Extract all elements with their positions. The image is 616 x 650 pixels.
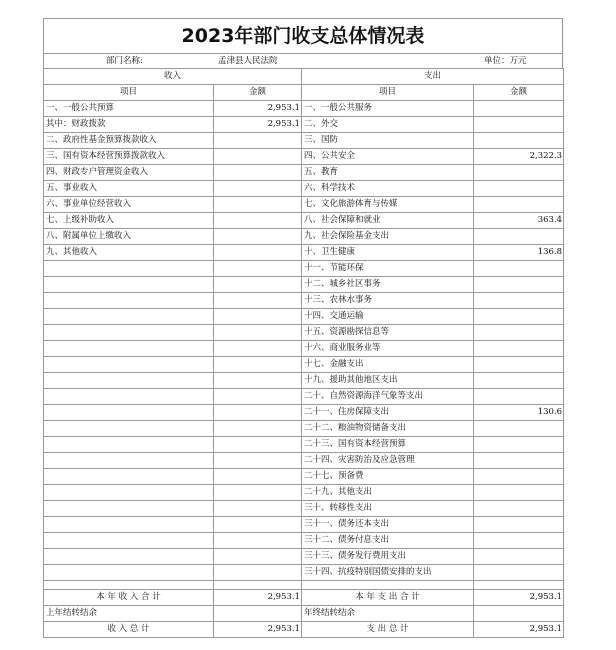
income-item-cell: 其中：财政拨款 (44, 117, 214, 133)
income-item-header: 项目 (44, 85, 214, 101)
table-row (44, 325, 564, 341)
expense-year-total-label: 本 年 支 出 合 计 (302, 590, 474, 606)
income-item-cell (44, 405, 214, 421)
expense-item-cell: 二十四、灾害防治及应急管理 (302, 453, 474, 469)
income-amount-cell (214, 229, 302, 245)
expense-item-cell: 十五、资源勘探信息等 (302, 325, 474, 341)
income-carryover-label: 上年结转结余 (44, 606, 214, 622)
expense-item-cell: 十一、节能环保 (302, 261, 474, 277)
meta-row (43, 53, 563, 68)
income-grand-total-amount: 2,953.1 (214, 622, 302, 638)
income-item-cell (44, 293, 214, 309)
expense-amount-header: 金额 (474, 85, 564, 101)
expense-amount-cell: 363.4 (474, 213, 564, 229)
expense-amount-cell (474, 117, 564, 133)
income-item-cell: 五、事业收入 (44, 181, 214, 197)
income-amount-cell (214, 341, 302, 357)
income-item-cell (44, 437, 214, 453)
expense-item-cell: 二十、自然资源海洋气象等支出 (302, 389, 474, 405)
income-item-cell (44, 389, 214, 405)
income-item-cell (44, 277, 214, 293)
expense-item-cell: 十九、援助其他地区支出 (302, 373, 474, 389)
expense-amount-cell (474, 373, 564, 389)
table-row (44, 389, 564, 405)
table-row (44, 565, 564, 581)
expense-item-cell: 十、卫生健康 (302, 245, 474, 261)
income-amount-cell (214, 357, 302, 373)
expense-amount-cell (474, 165, 564, 181)
income-item-cell: 三、国有资本经营预算拨款收入 (44, 149, 214, 165)
expense-item-cell: 八、社会保障和就业 (302, 213, 474, 229)
expense-amount-cell (474, 101, 564, 117)
income-amount-cell (214, 133, 302, 149)
income-item-cell: 一、一般公共预算 (44, 101, 214, 117)
income-carryover-amount (214, 606, 302, 622)
income-item-cell: 六、事业单位经营收入 (44, 197, 214, 213)
income-amount-cell (214, 277, 302, 293)
table-row (44, 437, 564, 453)
expense-amount-cell (474, 197, 564, 213)
expense-grand-total-label: 支 出 总 计 (302, 622, 474, 638)
expense-item-cell: 二十一、住房保障支出 (302, 405, 474, 421)
expense-item-cell: 一、一般公共服务 (302, 101, 474, 117)
table-row (44, 341, 564, 357)
expense-amount-cell (474, 277, 564, 293)
expense-amount-cell (474, 437, 564, 453)
expense-carryover-amount (474, 606, 564, 622)
table-row (44, 405, 564, 421)
income-item-cell (44, 565, 214, 581)
table-row (44, 117, 564, 133)
expense-amount-cell (474, 261, 564, 277)
expense-item-cell: 二十九、其他支出 (302, 485, 474, 501)
expense-grand-total-amount: 2,953.1 (474, 622, 564, 638)
expense-section-header: 支出 (302, 69, 564, 85)
grand-total-row (44, 622, 564, 638)
table-row (44, 373, 564, 389)
dept-name: 孟津县人民法院 (218, 56, 278, 66)
income-item-cell: 八、附属单位上缴收入 (44, 229, 214, 245)
expense-amount-cell (474, 325, 564, 341)
table-row (44, 197, 564, 213)
income-amount-cell (214, 373, 302, 389)
income-amount-cell (214, 501, 302, 517)
income-item-cell (44, 517, 214, 533)
expense-amount-cell: 2,322.3 (474, 149, 564, 165)
table-row (44, 261, 564, 277)
expense-item-header: 项目 (302, 85, 474, 101)
income-amount-cell (214, 197, 302, 213)
table-row (44, 309, 564, 325)
expense-item-cell: 三十一、债务还本支出 (302, 517, 474, 533)
expense-amount-cell (474, 501, 564, 517)
income-amount-cell (214, 405, 302, 421)
income-amount-cell (214, 469, 302, 485)
expense-amount-cell (474, 389, 564, 405)
income-amount-cell (214, 261, 302, 277)
table-row (44, 149, 564, 165)
expense-amount-cell (474, 485, 564, 501)
income-item-cell (44, 533, 214, 549)
expense-amount-cell (474, 357, 564, 373)
income-amount-cell (214, 309, 302, 325)
table-row (44, 357, 564, 373)
expense-amount-cell (474, 181, 564, 197)
expense-item-cell: 二十七、预备费 (302, 469, 474, 485)
expense-item-cell: 九、社会保险基金支出 (302, 229, 474, 245)
income-amount-cell (214, 213, 302, 229)
expense-amount-cell: 130.6 (474, 405, 564, 421)
expense-amount-cell (474, 517, 564, 533)
income-amount-header: 金额 (214, 85, 302, 101)
income-section-header: 收入 (44, 69, 302, 85)
year-total-row (44, 590, 564, 606)
income-amount-cell (214, 565, 302, 581)
income-amount-cell: 2,953.1 (214, 117, 302, 133)
table-body (44, 101, 564, 581)
table-row (44, 133, 564, 149)
income-item-cell (44, 357, 214, 373)
report-sheet (43, 18, 563, 638)
table-row (44, 517, 564, 533)
income-amount-cell (214, 325, 302, 341)
expense-amount-cell (474, 421, 564, 437)
income-item-cell (44, 469, 214, 485)
spacer-row (44, 581, 564, 590)
income-item-cell (44, 341, 214, 357)
income-amount-cell (214, 421, 302, 437)
income-item-cell (44, 325, 214, 341)
expense-amount-cell (474, 341, 564, 357)
income-item-cell (44, 549, 214, 565)
income-item-cell (44, 501, 214, 517)
income-amount-cell (214, 453, 302, 469)
income-amount-cell (214, 165, 302, 181)
table-row (44, 421, 564, 437)
income-amount-cell (214, 485, 302, 501)
expense-amount-cell (474, 229, 564, 245)
income-amount-cell (214, 181, 302, 197)
table-row (44, 213, 564, 229)
income-amount-cell (214, 517, 302, 533)
expense-item-cell: 十三、农林水事务 (302, 293, 474, 309)
table-row (44, 277, 564, 293)
expense-amount-cell (474, 293, 564, 309)
income-item-cell: 九、其他收入 (44, 245, 214, 261)
income-item-cell (44, 309, 214, 325)
table-row (44, 453, 564, 469)
table-row (44, 245, 564, 261)
carryover-row (44, 606, 564, 622)
budget-table (43, 68, 564, 638)
expense-year-total-amount: 2,953.1 (474, 590, 564, 606)
expense-amount-cell (474, 533, 564, 549)
expense-amount-cell (474, 469, 564, 485)
expense-item-cell: 十七、金融支出 (302, 357, 474, 373)
expense-item-cell: 七、文化旅游体育与传媒 (302, 197, 474, 213)
expense-amount-cell (474, 309, 564, 325)
income-amount-cell (214, 533, 302, 549)
dept-label: 部门名称: (106, 56, 143, 66)
income-year-total-label: 本 年 收 入 合 计 (44, 590, 214, 606)
expense-item-cell: 五、教育 (302, 165, 474, 181)
income-amount-cell (214, 245, 302, 261)
income-item-cell: 七、上级补助收入 (44, 213, 214, 229)
expense-amount-cell (474, 565, 564, 581)
table-row (44, 165, 564, 181)
income-item-cell (44, 421, 214, 437)
income-amount-cell (214, 389, 302, 405)
expense-item-cell: 三十、转移性支出 (302, 501, 474, 517)
income-grand-total-label: 收 入 总 计 (44, 622, 214, 638)
expense-amount-cell (474, 549, 564, 565)
expense-item-cell: 三、国防 (302, 133, 474, 149)
income-item-cell (44, 485, 214, 501)
unit-label: 单位：万元 (484, 56, 527, 66)
expense-item-cell: 三十二、债务付息支出 (302, 533, 474, 549)
expense-item-cell: 三十四、抗疫特别国债安排的支出 (302, 565, 474, 581)
expense-amount-cell (474, 453, 564, 469)
expense-item-cell: 十二、城乡社区事务 (302, 277, 474, 293)
expense-item-cell: 二十二、粮油物资储备支出 (302, 421, 474, 437)
expense-item-cell: 十四、交通运输 (302, 309, 474, 325)
table-row (44, 501, 564, 517)
income-amount-cell (214, 293, 302, 309)
table-row (44, 549, 564, 565)
table-row (44, 181, 564, 197)
income-item-cell: 二、政府性基金预算拨款收入 (44, 133, 214, 149)
table-row (44, 229, 564, 245)
income-amount-cell (214, 149, 302, 165)
income-item-cell (44, 373, 214, 389)
report-title: 2023年部门收支总体情况表 (43, 18, 563, 53)
income-year-total-amount: 2,953.1 (214, 590, 302, 606)
income-item-cell: 四、财政专户管理资金收入 (44, 165, 214, 181)
table-row (44, 101, 564, 117)
expense-item-cell: 四、公共安全 (302, 149, 474, 165)
table-row (44, 469, 564, 485)
table-row (44, 533, 564, 549)
income-item-cell (44, 453, 214, 469)
table-row (44, 485, 564, 501)
expense-item-cell: 二、外交 (302, 117, 474, 133)
income-amount-cell: 2,953.1 (214, 101, 302, 117)
income-amount-cell (214, 549, 302, 565)
income-amount-cell (214, 437, 302, 453)
expense-carryover-label: 年终结转结余 (302, 606, 474, 622)
table-row (44, 293, 564, 309)
income-item-cell (44, 261, 214, 277)
expense-item-cell: 二十三、国有资本经营预算 (302, 437, 474, 453)
expense-amount-cell: 136.8 (474, 245, 564, 261)
expense-item-cell: 六、科学技术 (302, 181, 474, 197)
expense-amount-cell (474, 133, 564, 149)
expense-item-cell: 三十三、债务发行费用支出 (302, 549, 474, 565)
expense-item-cell: 十六、商业服务业等 (302, 341, 474, 357)
